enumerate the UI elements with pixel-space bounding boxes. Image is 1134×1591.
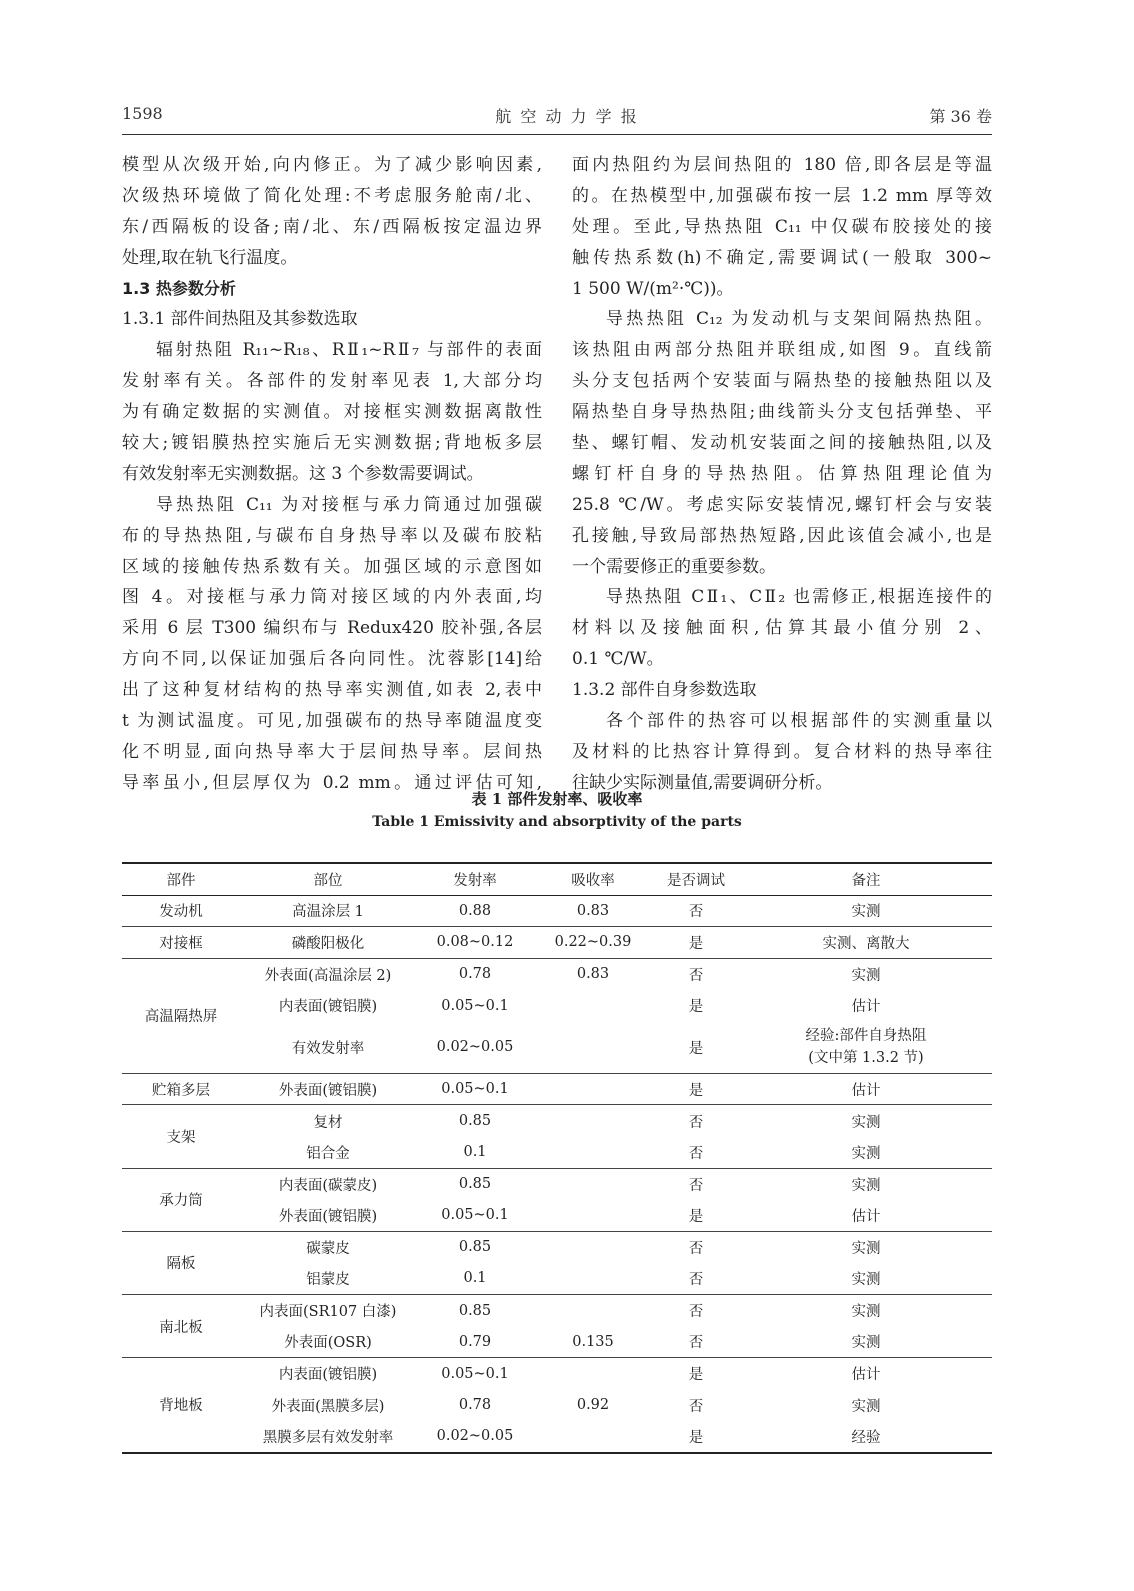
column-header: 部位 (240, 863, 416, 895)
table-row (122, 1200, 992, 1232)
table-row (122, 927, 992, 959)
remark-cell: 经验 (740, 1421, 992, 1453)
absorptivity-cell (534, 990, 652, 1022)
table-caption-en: Table 1 Emissivity and absorptivity of the parts (372, 814, 742, 830)
location-cell: 内表面(镀铝膜) (240, 1358, 416, 1390)
page-number: 1598 (122, 104, 163, 123)
remark-line: (文中第 1.3.2 节) (808, 1050, 924, 1067)
absorptivity-cell (534, 1021, 652, 1073)
absorptivity-cell: 0.92 (576, 1397, 610, 1414)
text-line: t 为测试温度。可见,加强碳布的热导率随温度变 (122, 711, 542, 732)
remark-cell: 实测、离散大 (740, 927, 992, 959)
table-row (122, 1421, 992, 1453)
text-line: 较大;镀铝膜热控实施后无实测数据;背地板多层 (122, 433, 542, 454)
text-line: 垫、螺钉帽、发动机安装面之间的接触热阻,以及 (572, 433, 992, 454)
remark-line: 经验:部件自身热阻 (805, 1028, 927, 1045)
text-line: 有效发射率无实测数据。这 3 个参数需要调试。 (122, 463, 484, 484)
part-cell: 承力筒 (122, 1168, 240, 1231)
debug-cell: 否 (688, 1145, 704, 1162)
text-line: 孔接触,导致局部热热短路,因此该值会减小,也是 (572, 525, 992, 546)
absorptivity-cell (534, 1231, 652, 1263)
text-line: 为有确定数据的实测值。对接框实测数据离散性 (122, 402, 542, 423)
table-header-row (122, 863, 992, 895)
debug-cell: 否 (652, 1295, 740, 1327)
journal-title: 航 空 动 力 学 报 (495, 107, 639, 126)
text-line: 方向不同,以保证加强后各向同性。沈蓉影[14]给 (122, 649, 542, 670)
text-line: 该热阻由两部分热阻并联组成,如图 9。直线箭 (572, 340, 992, 361)
table-row (122, 1295, 992, 1327)
table-row (122, 895, 992, 927)
text-line: 导热热阻 C₁₁ 为对接框与承力筒通过加强碳 (156, 494, 542, 515)
table-row (122, 1231, 992, 1263)
column-header: 发射率 (416, 863, 534, 895)
text-line: 各个部件的热容可以根据部件的实测重量以 (606, 711, 992, 732)
remark-cell: 实测 (740, 1168, 992, 1200)
location-cell: 磷酸阳极化 (240, 927, 416, 959)
table-row (122, 1073, 992, 1105)
remark-cell: 实测 (740, 1105, 992, 1137)
text-line: 导率虽小,但层厚仅为 0.2 mm。通过评估可知, (122, 772, 542, 793)
table-row (122, 1326, 992, 1358)
text-line: 出了这种复材结构的热导率实测值,如表 2,表中 (122, 680, 542, 701)
table-row (122, 1263, 992, 1295)
text-line: 往缺少实际测量值,需要调研分析。 (572, 772, 833, 793)
column-header: 部件 (122, 863, 240, 895)
location-cell: 铝合金 (306, 1145, 350, 1162)
text-line: 图 4。对接框与承力筒对接区域的内外表面,均 (122, 587, 542, 608)
table-row (122, 1021, 992, 1073)
absorptivity-cell: 0.135 (572, 1333, 614, 1350)
remark-cell: 实测 (740, 1295, 992, 1327)
emissivity-cell: 0.88 (458, 902, 492, 919)
text-line: 的。在热模型中,加强碳布按一层 1.2 mm 厚等效 (572, 185, 992, 206)
text-line: 区域的接触传热系数有关。加强区域的示意图如 (122, 556, 542, 577)
debug-cell: 否 (652, 1105, 740, 1137)
remark-cell: 估计 (851, 999, 881, 1016)
table-row (122, 1358, 992, 1390)
location-cell: 复材 (240, 1105, 416, 1137)
text-line: 触传热系数(h)不确定,需要调试(一般取 300~ (572, 247, 992, 268)
text-line: 一个需要修正的重要参数。 (572, 556, 776, 577)
subsection-heading: 1.3.2 部件自身参数选取 (572, 680, 757, 701)
debug-cell: 否 (652, 958, 740, 990)
section-heading: 1.3 热参数分析 (122, 278, 236, 298)
location-cell: 内表面(SR107 白漆) (240, 1295, 416, 1327)
table-row (122, 990, 992, 1022)
emissivity-cell: 0.1 (463, 1144, 487, 1161)
part-cell: 支架 (122, 1105, 240, 1168)
absorptivity-cell (534, 1168, 652, 1200)
emissivity-cell: 0.05~0.1 (441, 1207, 509, 1224)
text-line: 1 500 W/(m²·℃))。 (572, 278, 734, 299)
remark-cell: 实测 (851, 1271, 881, 1288)
part-cell: 对接框 (122, 927, 240, 959)
text-line: 模型从次级开始,向内修正。为了减少影响因素, (122, 155, 542, 175)
table-row (122, 1105, 992, 1137)
header-rule (122, 134, 992, 135)
debug-cell: 否 (688, 1398, 704, 1415)
location-cell: 碳蒙皮 (240, 1231, 416, 1263)
absorptivity-cell (534, 1421, 652, 1453)
text-line: 头分支包括两个安装面与隔热垫的接触热阻以及 (572, 371, 992, 392)
emissivity-cell: 0.85 (416, 1168, 534, 1200)
table-row (122, 958, 992, 990)
text-line: 导热热阻 C₁₂ 为发动机与支架间隔热热阻。 (606, 309, 992, 330)
text-line: 化不明显,面向热导率大于层间热导率。层间热 (122, 741, 542, 762)
text-line: 材料以及接触面积,估算其最小值分别 2、 (572, 618, 992, 639)
absorptivity-cell (534, 1358, 652, 1390)
part-cell: 南北板 (122, 1295, 240, 1358)
part-cell: 贮箱多层 (122, 1073, 240, 1105)
absorptivity-cell: 0.83 (534, 958, 652, 990)
location-cell: 外表面(黑膜多层) (271, 1398, 385, 1415)
absorptivity-cell: 0.22~0.39 (534, 927, 652, 959)
text-line: 螺钉杆自身的导热热阻。估算热阻理论值为 (572, 463, 992, 484)
emissivity-cell: 0.78 (416, 958, 534, 990)
debug-cell: 是 (652, 1073, 740, 1105)
text-line: 0.1 ℃/W。 (572, 649, 664, 670)
emissivity-cell: 0.02~0.05 (436, 1039, 514, 1056)
text-line: 次级热环境做了简化处理:不考虑服务舱南/北、 (122, 185, 542, 206)
location-cell: 外表面(高温涂层 2) (240, 958, 416, 990)
absorptivity-cell (534, 1105, 652, 1137)
location-cell: 外表面(镀铝膜) (240, 1073, 416, 1105)
emissivity-table (122, 862, 992, 1454)
debug-cell: 否 (652, 1168, 740, 1200)
text-line: 处理,取在轨飞行温度。 (122, 247, 298, 268)
part-cell: 高温隔热屏 (122, 958, 240, 1073)
volume-label: 第 36 卷 (929, 107, 992, 126)
debug-cell: 是 (652, 1358, 740, 1390)
debug-cell: 是 (652, 927, 740, 959)
emissivity-cell: 0.1 (463, 1270, 487, 1287)
remark-cell: 实测 (851, 1398, 881, 1415)
emissivity-cell: 0.05~0.1 (416, 1073, 534, 1105)
text-line: 布的导热热阻,与碳布自身热导率以及碳布胶粘 (122, 525, 542, 546)
location-cell: 内表面(镀铝膜) (278, 999, 378, 1016)
debug-cell: 否 (652, 1231, 740, 1263)
table-row (122, 1389, 992, 1421)
remark-cell: 实测 (851, 904, 881, 921)
absorptivity-cell: 0.83 (576, 902, 610, 919)
remark-cell: 实测 (851, 1335, 881, 1352)
debug-cell: 否 (688, 1271, 704, 1288)
debug-cell: 否 (688, 904, 704, 921)
emissivity-cell: 0.02~0.05 (416, 1421, 534, 1453)
debug-cell: 是 (652, 1421, 740, 1453)
absorptivity-cell (534, 1137, 652, 1169)
text-line: 采用 6 层 T300 编织布与 Redux420 胶补强,各层 (122, 618, 542, 639)
left-column (122, 150, 542, 799)
location-cell: 铝蒙皮 (306, 1271, 350, 1288)
text-line: 导热热阻 CⅡ₁、CⅡ₂ 也需修正,根据连接件的 (606, 587, 992, 608)
remark-cell: 估计 (740, 1358, 992, 1390)
column-header: 备注 (740, 863, 992, 895)
emissivity-cell: 0.05~0.1 (416, 1358, 534, 1390)
absorptivity-cell (534, 1263, 652, 1295)
remark-cell (740, 1021, 992, 1073)
debug-cell: 是 (688, 1040, 704, 1057)
text-line: 发射率有关。各部件的发射率见表 1,大部分均 (122, 371, 542, 392)
text-line: 辐射热阻 R₁₁~R₁₈、RⅡ₁~RⅡ₇ 与部件的表面 (156, 340, 542, 361)
debug-cell: 是 (688, 999, 704, 1016)
debug-cell: 是 (688, 1208, 704, 1225)
location-cell: 高温涂层 1 (292, 904, 364, 921)
part-cell: 隔板 (122, 1231, 240, 1294)
remark-cell: 估计 (851, 1208, 881, 1225)
location-cell: 有效发射率 (291, 1040, 365, 1057)
text-line: 隔热垫自身导热热阻;曲线箭头分支包括弹垫、平 (572, 402, 992, 423)
emissivity-cell: 0.78 (458, 1397, 492, 1414)
table-row (122, 1137, 992, 1169)
text-line: 面内热阻约为层间热阻的 180 倍,即各层是等温 (572, 155, 992, 175)
location-cell: 外表面(OSR) (284, 1335, 372, 1352)
part-cell: 背地板 (122, 1358, 240, 1453)
absorptivity-cell (534, 1073, 652, 1105)
absorptivity-cell (534, 1295, 652, 1327)
remark-cell: 实测 (740, 958, 992, 990)
location-cell: 内表面(碳蒙皮) (240, 1168, 416, 1200)
column-header: 是否调试 (652, 863, 740, 895)
subsection-heading: 1.3.1 部件间热阻及其参数选取 (122, 309, 358, 330)
text-line: 及材料的比热容计算得到。复合材料的热导率往 (572, 741, 992, 762)
column-header: 吸收率 (534, 863, 652, 895)
remark-cell: 估计 (740, 1073, 992, 1105)
right-column (572, 150, 992, 799)
location-cell: 黑膜多层有效发射率 (240, 1421, 416, 1453)
table-row (122, 1168, 992, 1200)
part-cell: 发动机 (159, 904, 203, 921)
location-cell: 外表面(镀铝膜) (278, 1208, 378, 1225)
emissivity-cell: 0.08~0.12 (416, 927, 534, 959)
emissivity-cell: 0.85 (416, 1231, 534, 1263)
debug-cell: 否 (688, 1335, 704, 1352)
text-line: 25.8 ℃/W。考虑实际安装情况,螺钉杆会与安装 (572, 494, 992, 515)
emissivity-cell: 0.85 (416, 1105, 534, 1137)
table-caption-cn: 表 1 部件发射率、吸收率 (471, 790, 643, 808)
text-line: 处理。至此,导热热阻 C₁₁ 中仅碳布胶接处的接 (572, 216, 992, 237)
emissivity-cell: 0.05~0.1 (441, 997, 509, 1014)
remark-cell: 实测 (851, 1145, 881, 1162)
emissivity-cell: 0.79 (458, 1333, 492, 1350)
text-line: 东/西隔板的设备;南/北、东/西隔板按定温边界 (122, 216, 542, 237)
emissivity-cell: 0.85 (416, 1295, 534, 1327)
absorptivity-cell (534, 1200, 652, 1232)
remark-cell: 实测 (740, 1231, 992, 1263)
